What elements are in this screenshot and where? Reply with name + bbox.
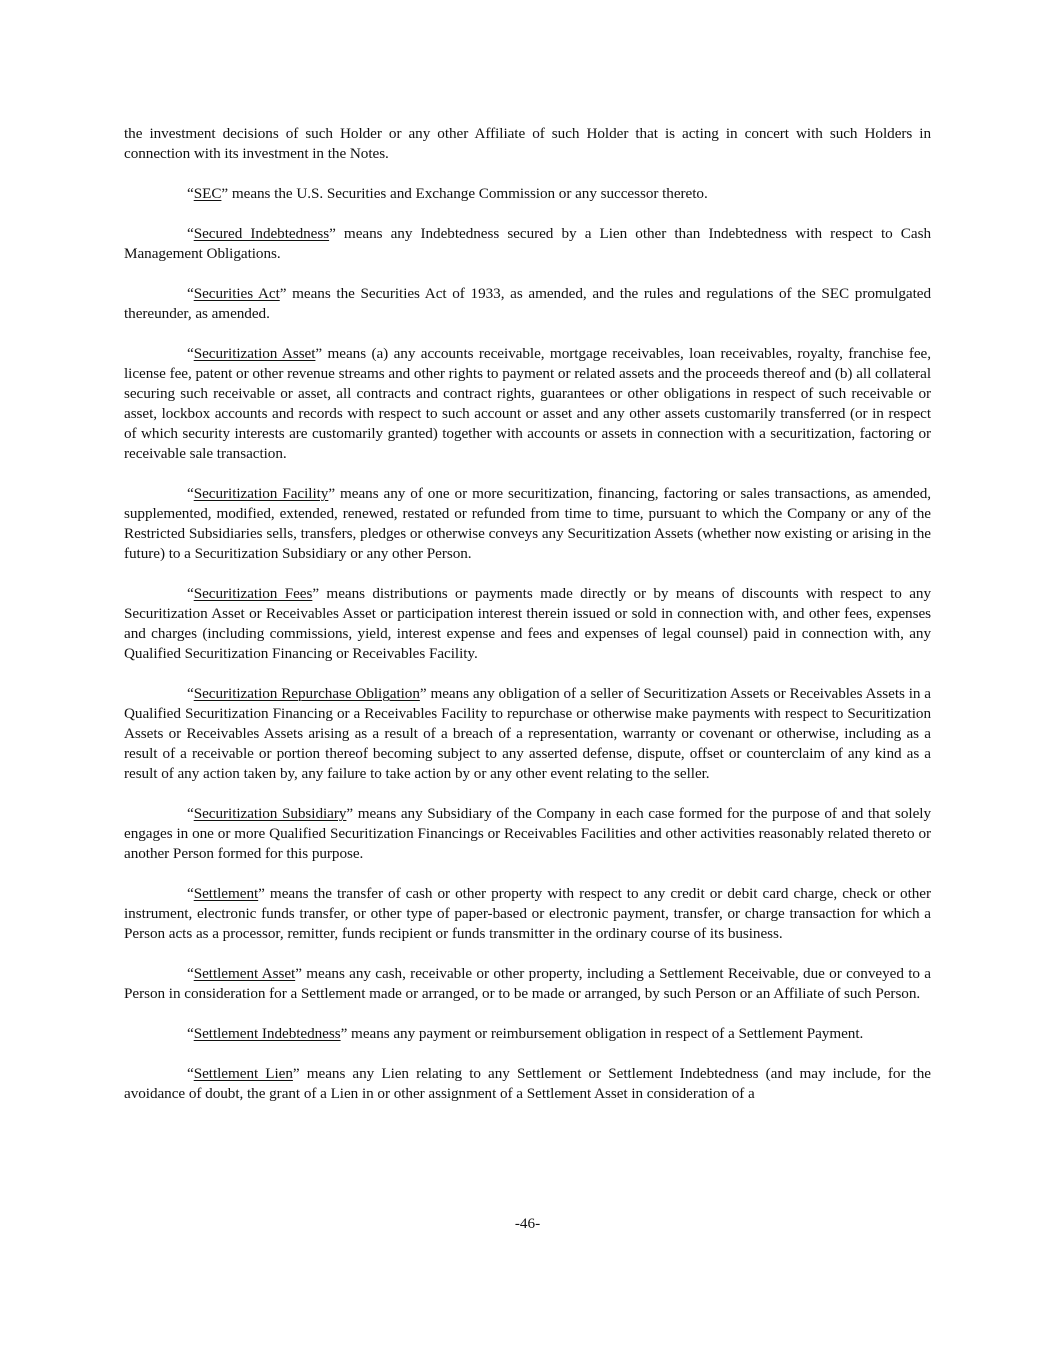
continuation-paragraph: the investment decisions of such Holder or any other Affiliate of such Holder that is acting in concert with such Holders in connection with its investment in the Notes. (124, 125, 931, 162)
defined-term: Settlement Indebtedness (193, 1025, 341, 1042)
definition-settlement-lien: “Settlement Lien” means any Lien relating to any Settlement or Settlement Indebtedness (and may include, for the avoidance of doubt, the grant of a Lien in or other assignment of a Settlement Asset in consideration of a (124, 1065, 931, 1102)
defined-term: Settlement (193, 885, 259, 902)
defined-term: Securitization Facility (193, 485, 329, 502)
defined-term: Securitization Asset (193, 345, 316, 362)
defined-term: Securitization Subsidiary (193, 805, 347, 822)
definition-securitization-facility: “Securitization Facility” means any of one or more securitization, financing, factoring or sales transactions, as amended, supplemented, modified, extended, renewed, restated or refunded from time to time, pursuant to which the Company or any of the Restricted Subsidiaries sells, transfers, pledges or otherwise conveys any Securitization Assets (whether now existing or arising in the future) to a Securitization Subsidiary or any other Person. (124, 485, 931, 562)
definition-sec: “SEC” means the U.S. Securities and Exchange Commission or any successor thereto. (187, 185, 708, 202)
document-page (124, 124, 931, 1124)
defined-term: Securities Act (193, 285, 280, 302)
defined-term: Settlement Asset (193, 965, 296, 982)
definition-settlement-indebtedness: “Settlement Indebtedness” means any payment or reimbursement obligation in respect of a Settlement Payment. (187, 1025, 864, 1042)
defined-term: Settlement Lien (193, 1065, 293, 1082)
defined-term: Secured Indebtedness (193, 225, 330, 242)
definition-securitization-asset: “Securitization Asset” means (a) any accounts receivable, mortgage receivables, loan receivables, royalty, franchise fee, license fee, patent or other revenue streams and other rights to payment or related assets and the proceeds thereof and (b) all collateral securing such receivable or asset, all contracts and contract rights, guarantees or other obligations in respect of such receivable or asset, lockbox accounts and records with respect to such account or asset and any other assets customarily transferred (or in respect of which security interests are customarily granted) together with accounts or assets in connection with a securitization, factoring or receivable sale transaction. (124, 345, 931, 462)
definition-securities-act: “Securities Act” means the Securities Act of 1933, as amended, and the rules and regulations of the SEC promulgated thereunder, as amended. (124, 285, 932, 322)
defined-term: Securitization Repurchase Obligation (193, 685, 420, 702)
defined-term: Securitization Fees (193, 585, 313, 602)
definition-securitization-fees: “Securitization Fees” means distributions or payments made directly or by means of discounts with respect to any Securitization Asset or Receivables Asset or participation interest therein issued or sold in connection with, and other fees, expenses and charges (including commissions, yield, interest expense and fees and expenses of legal counsel) paid in connection with, any Qualified Securitization Financing or Receivables Facility. (124, 585, 931, 662)
definition-settlement-asset: “Settlement Asset” means any cash, receivable or other property, including a Settlement Receivable, due or conveyed to a Person in consideration for a Settlement made or arranged, or to be made or arranged, by such Person or an Affiliate of such Person. (124, 965, 931, 1002)
page-number: -46- (514, 1215, 541, 1232)
definition-securitization-subsidiary: “Securitization Subsidiary” means any Subsidiary of the Company in each case formed for the purpose of and that solely engages in one or more Qualified Securitization Financings or Receivables Facilities and other activities reasonably related thereto or another Person formed for this purpose. (124, 805, 931, 862)
definition-settlement: “Settlement” means the transfer of cash or other property with respect to any credit or debit card charge, check or other instrument, electronic funds transfer, or other type of paper-based or electronic payment, transfer, or charge transaction for which a Person acts as a processor, remitter, funds recipient or funds transmitter in the ordinary course of its business. (124, 885, 931, 942)
definition-secured-indebtedness: “Secured Indebtedness” means any Indebtedness secured by a Lien other than Indebtedness with respect to Cash Management Obligations. (124, 225, 931, 262)
defined-term: SEC (193, 185, 222, 202)
definition-securitization-repurchase-obligation: “Securitization Repurchase Obligation” means any obligation of a seller of Securitization Assets or Receivables Assets in a Qualified Securitization Financing or a Receivables Facility to repurchase or otherwise make payments with respect to Securitization Assets or Receivables Assets arising as a result of a breach of a representation, warranty or covenant or otherwise, including as a result of a receivable or portion thereof becoming subject to any asserted defense, dispute, offset or counterclaim of any kind as a result of any action taken by, any failure to take action by or any other event relating to the seller. (124, 685, 931, 782)
